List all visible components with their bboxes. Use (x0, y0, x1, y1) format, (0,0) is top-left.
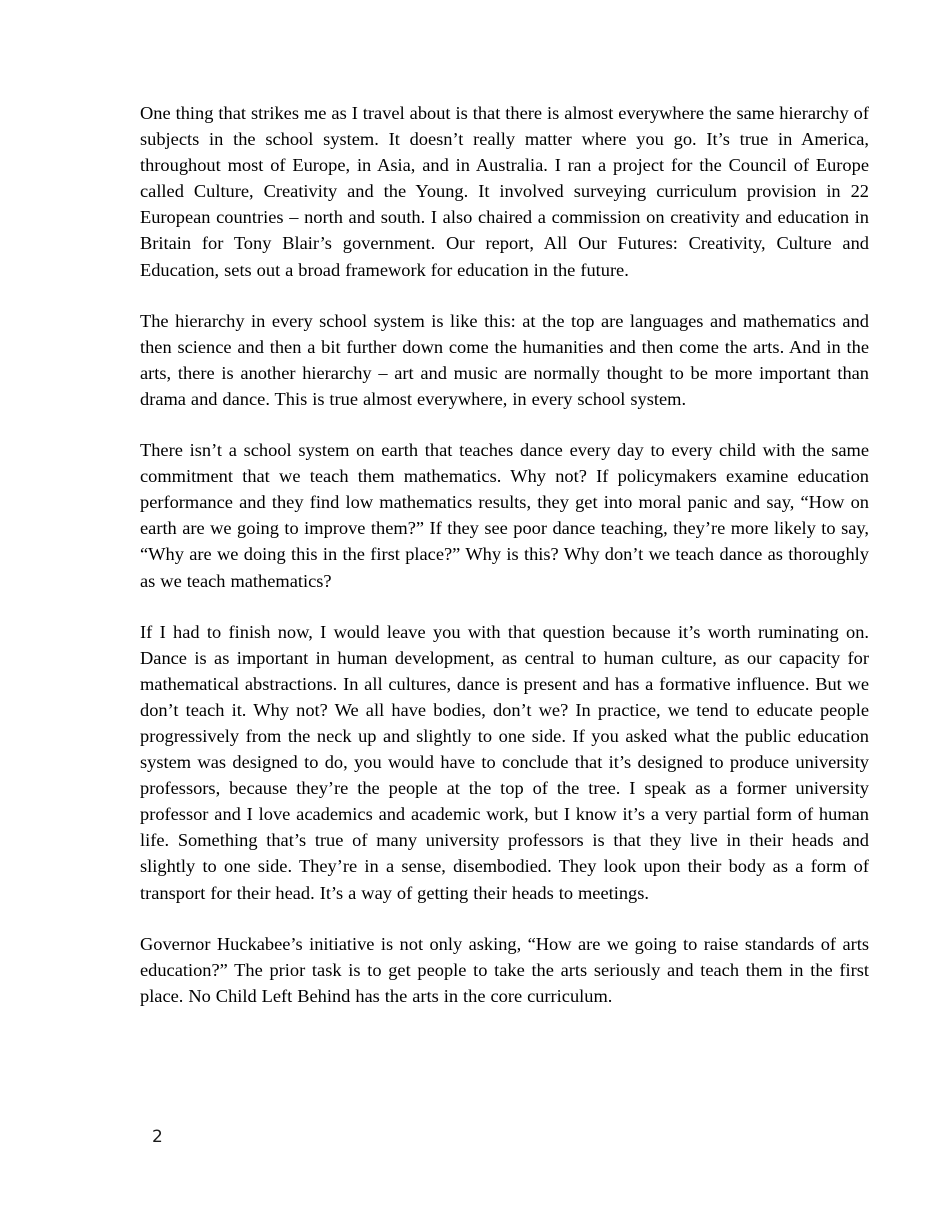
paragraph: The hierarchy in every school system is like this: at the top are languages and mathematics and then science and then a bit further down come the humanities and then come the arts. And in the arts, there is another hierarchy – art and music are normally thought to be more important than drama and dance. This is true almost everywhere, in every school system. (140, 310, 869, 409)
paragraph: Governor Huckabee’s initiative is not only asking, “How are we going to raise standards of arts education?” The prior task is to get people to take the arts seriously and teach them in the first place. No Child Left Behind has the arts in the core curriculum. (140, 933, 869, 1006)
paragraph: If I had to finish now, I would leave you with that question because it’s worth ruminating on. Dance is as important in human development, as central to human culture, as our capacity for mathematical abstractions. In all cultures, dance is present and has a formative influence. But we don’t teach it. Why not? We all have bodies, don’t we? In practice, we tend to educate people progressively from the neck up and slightly to one side. If you asked what the public education system was designed to do, you would have to conclude that it’s designed to produce university professors, because they’re the people at the top of the tree. I speak as a former university professor and I love academics and academic work, but I know it’s a very partial form of human life. Something that’s true of many university professors is that they live in their heads and slightly to one side. They’re in a sense, disembodied. They look upon their body as a form of transport for their head. It’s a way of getting their heads to meetings. (140, 621, 869, 903)
body-text-column (140, 100, 869, 1009)
page-number: 2 (152, 1127, 163, 1147)
paragraph: One thing that strikes me as I travel about is that there is almost everywhere the same hierarchy of subjects in the school system. It doesn’t really matter where you go. It’s true in America, throughout most of Europe, in Asia, and in Australia. I ran a project for the Council of Europe called Culture, Creativity and the Young. It involved surveying curriculum provision in 22 European countries – north and south. I also chaired a commission on creativity and education in Britain for Tony Blair’s government. Our report, All Our Futures: Creativity, Culture and Education, sets out a broad framework for education in the future. (140, 103, 869, 280)
paragraph: There isn’t a school system on earth that teaches dance every day to every child with the same commitment that we teach them mathematics. Why not? If policymakers examine education performance and they find low mathematics results, they get into moral panic and say, “How on earth are we going to improve them?” If they see poor dance teaching, they’re more likely to say, “Why are we doing this in the first place?” Why is this? Why don’t we teach dance as thoroughly as we teach mathematics? (140, 440, 869, 591)
